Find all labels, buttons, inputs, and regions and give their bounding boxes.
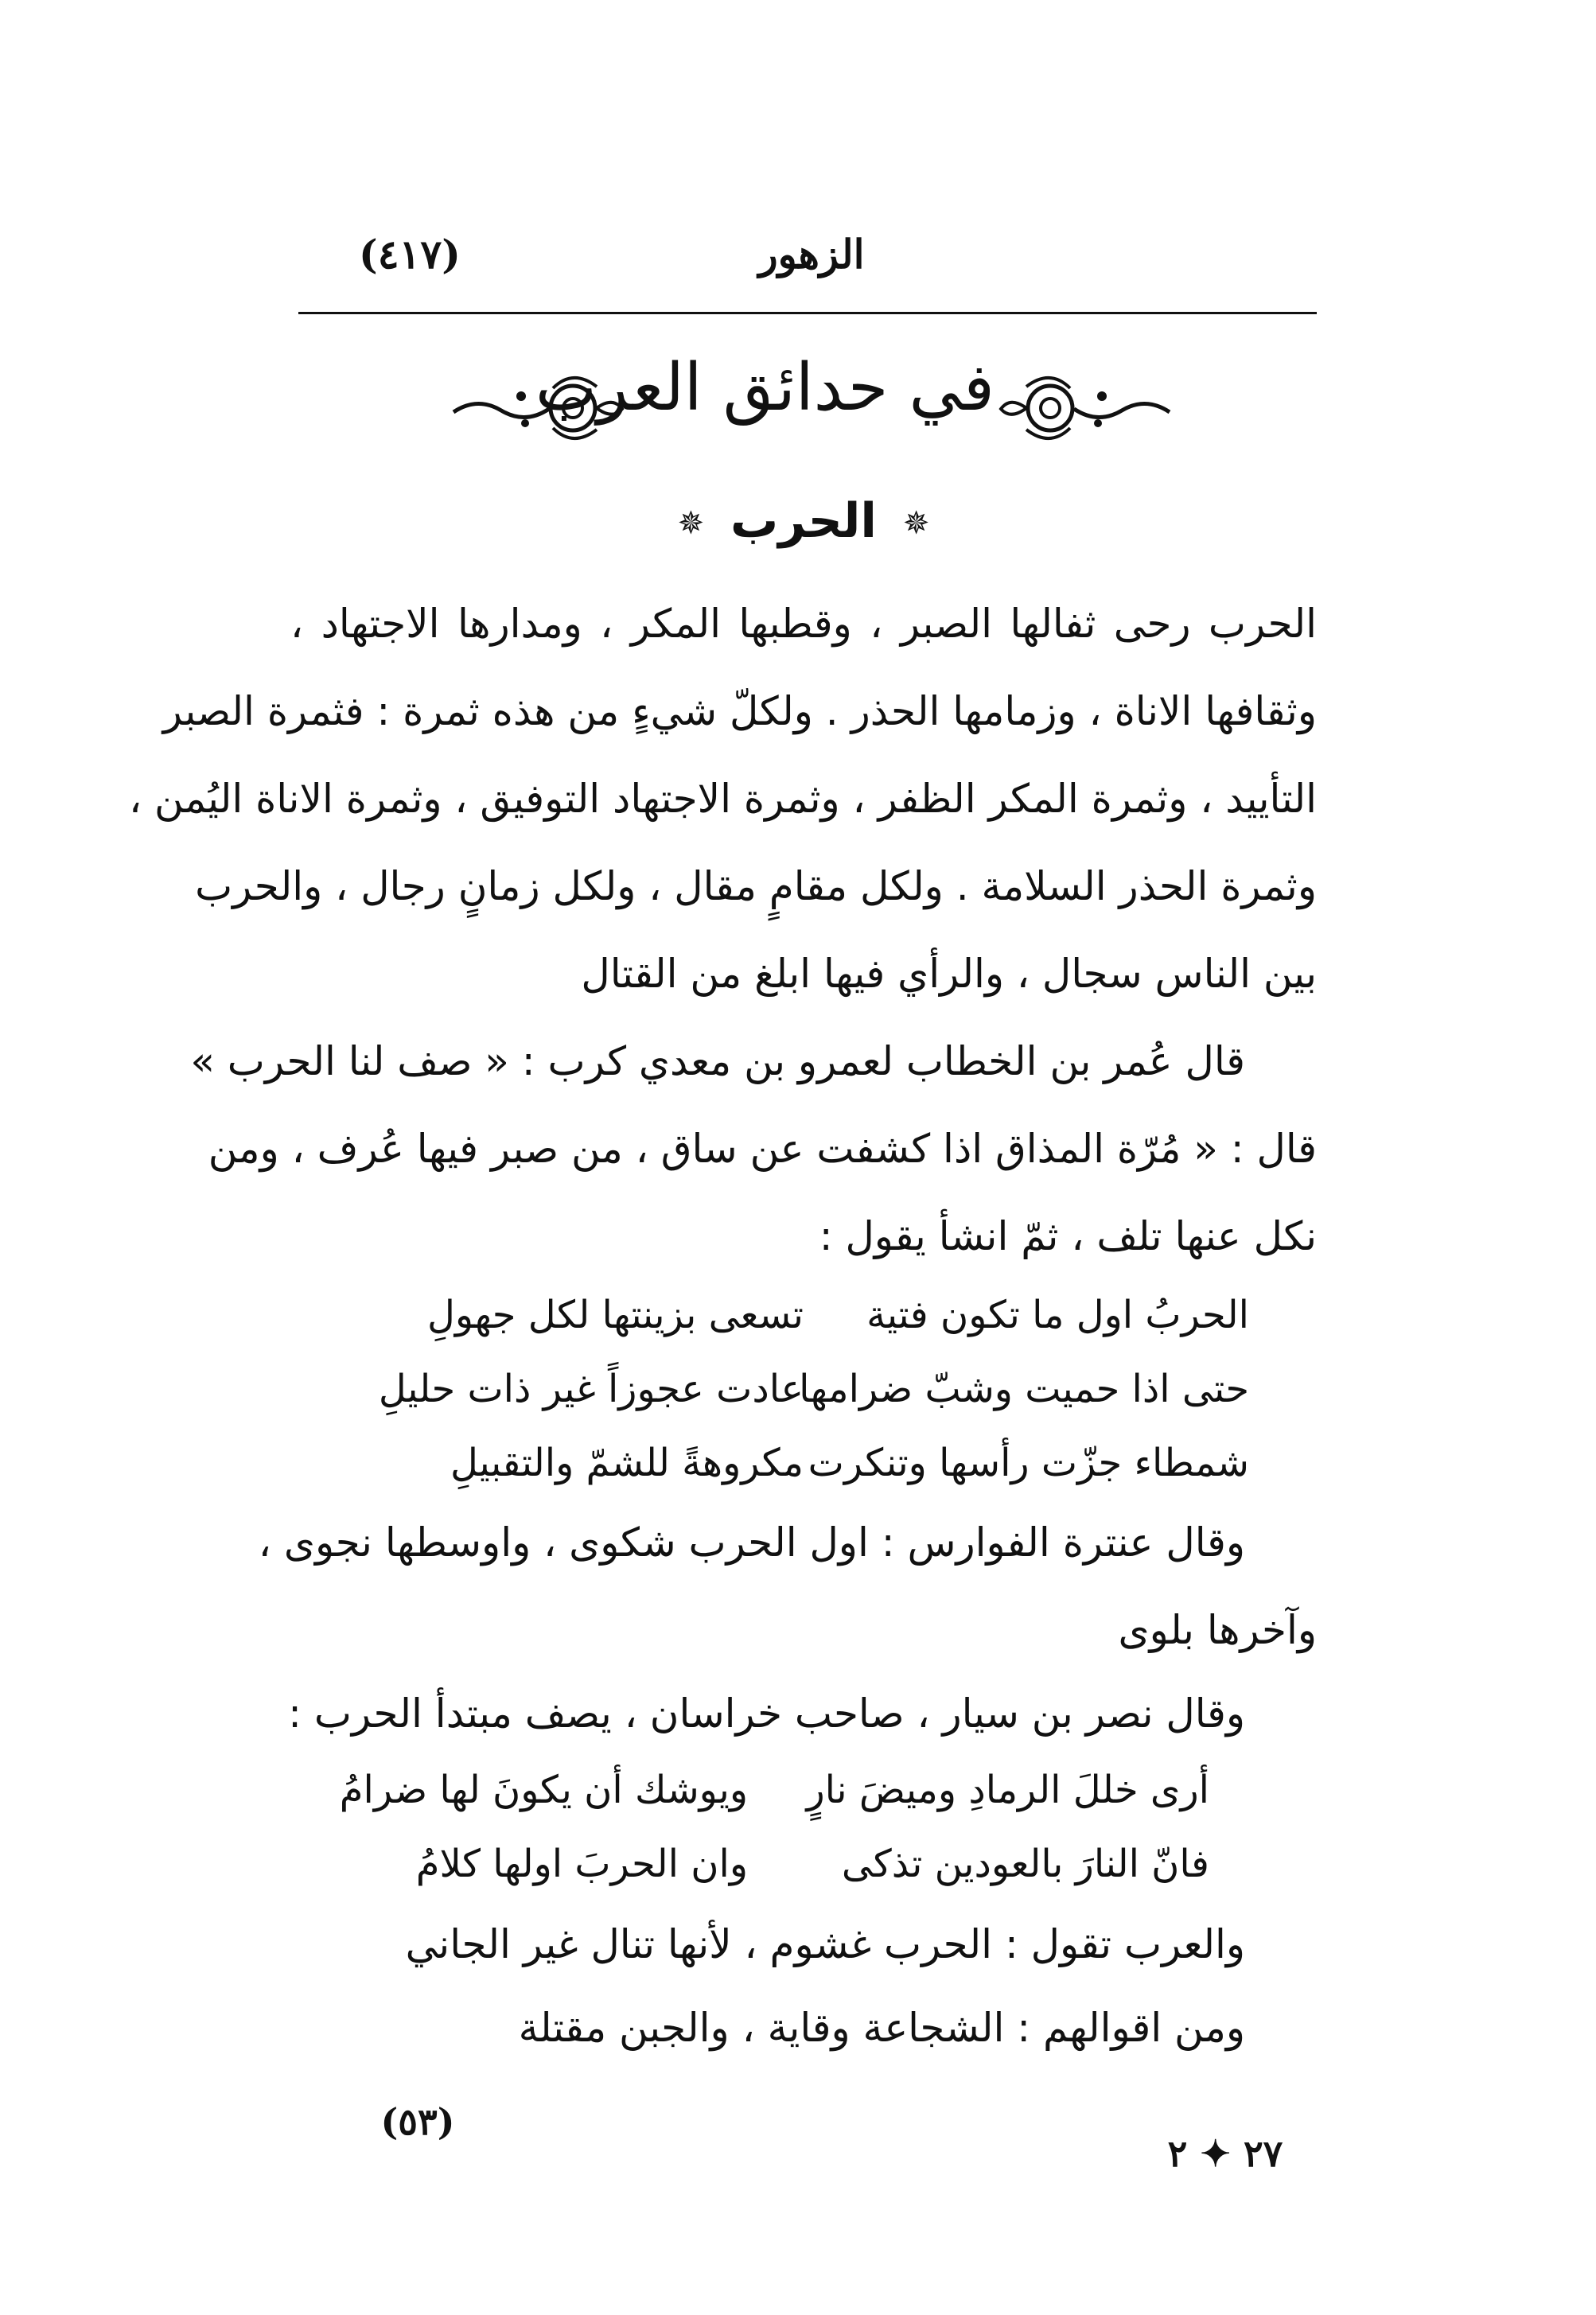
sub-heading-text: الحرب [730, 493, 877, 549]
text-line: قال عُمر بن الخطاب لعمرو بن معدي كرب : « صف لنا الحرب » [190, 1038, 1245, 1084]
text-line: وثمرة الحذر السلامة . ولكل مقامٍ مقال ، ولكل زمانٍ رجال ، والحرب [195, 863, 1317, 909]
verse-first-hemistich: فانّ النارَ بالعودين تذكى [841, 1842, 1209, 1886]
text-line: وثقافها الاناة ، وزمامها الحذر . ولكلّ شيءٍ من هذه ثمرة : فثمرة الصبر [162, 688, 1317, 734]
text-line: ومن اقوالهم : الشجاعة وقاية ، والجبن مقتلة [518, 2005, 1245, 2051]
sub-heading [636, 493, 971, 549]
section-heading [446, 350, 1178, 469]
verse-first-hemistich: أرى خللَ الرمادِ وميضَ نارٍ [806, 1768, 1209, 1812]
text-line: وقال عنترة الفوارس : اول الحرب شكوى ، واوسطها نجوى ، [258, 1519, 1245, 1566]
text-line: بين الناس سجال ، والرأي فيها ابلغ من القتال [581, 951, 1317, 997]
text-line: وقال نصر بن سيار ، صاحب خراسان ، يصف مبتدأ الحرب : [288, 1691, 1245, 1737]
signature-number: (٥٣) [380, 2100, 455, 2143]
star-ornament-icon: ✵ [902, 505, 930, 543]
text-line: وآخرها بلوى [1118, 1607, 1317, 1653]
print-mark: ٢٧ ✦ ٢ [1167, 2132, 1283, 2175]
verse-first-hemistich: شمطاء جزّت رأسها وتنكرت [808, 1441, 1249, 1485]
verse-first-hemistich: حتى اذا حميت وشبّ ضرامها [799, 1367, 1249, 1411]
verse-second-hemistich: تسعى بزينتها لكل جهولِ [427, 1293, 804, 1337]
text-line: التأييد ، وثمرة المكر الظفر ، وثمرة الاجتهاد التوفيق ، وثمرة الاناة اليُمن ، [129, 776, 1317, 822]
verse-second-hemistich: ويوشك أن يكونَ لها ضرامُ [339, 1768, 748, 1812]
verse-second-hemistich: مكروهةً للشمّ والتقبيلِ [450, 1441, 804, 1485]
star-ornament-icon: ✵ [677, 505, 705, 543]
header-rule [298, 312, 1317, 314]
right-ornament-icon [995, 364, 1178, 452]
verse-second-hemistich: وان الحربَ اولها كلامُ [415, 1842, 748, 1886]
text-line: قال : « مُرّة المذاق اذا كشفت عن ساق ، من صبر فيها عُرف ، ومن [208, 1126, 1317, 1172]
text-line: الحرب رحى ثفالها الصبر ، وقطبها المكر ، ومدارها الاجتهاد ، [290, 601, 1317, 647]
verse-second-hemistich: عادت عجوزاً غير ذات حليلِ [378, 1367, 804, 1411]
text-line: والعرب تقول : الحرب غشوم ، لأنها تنال غير الجاني [405, 1921, 1245, 1967]
page-number: (٤١٧) [359, 231, 461, 278]
text-line: نكل عنها تلف ، ثمّ انشأ يقول : [819, 1213, 1317, 1259]
running-title: الزهور [758, 231, 865, 278]
verse-first-hemistich: الحربُ اول ما تكون فتية [866, 1293, 1249, 1337]
section-title: في حدائق العرب [535, 350, 995, 426]
